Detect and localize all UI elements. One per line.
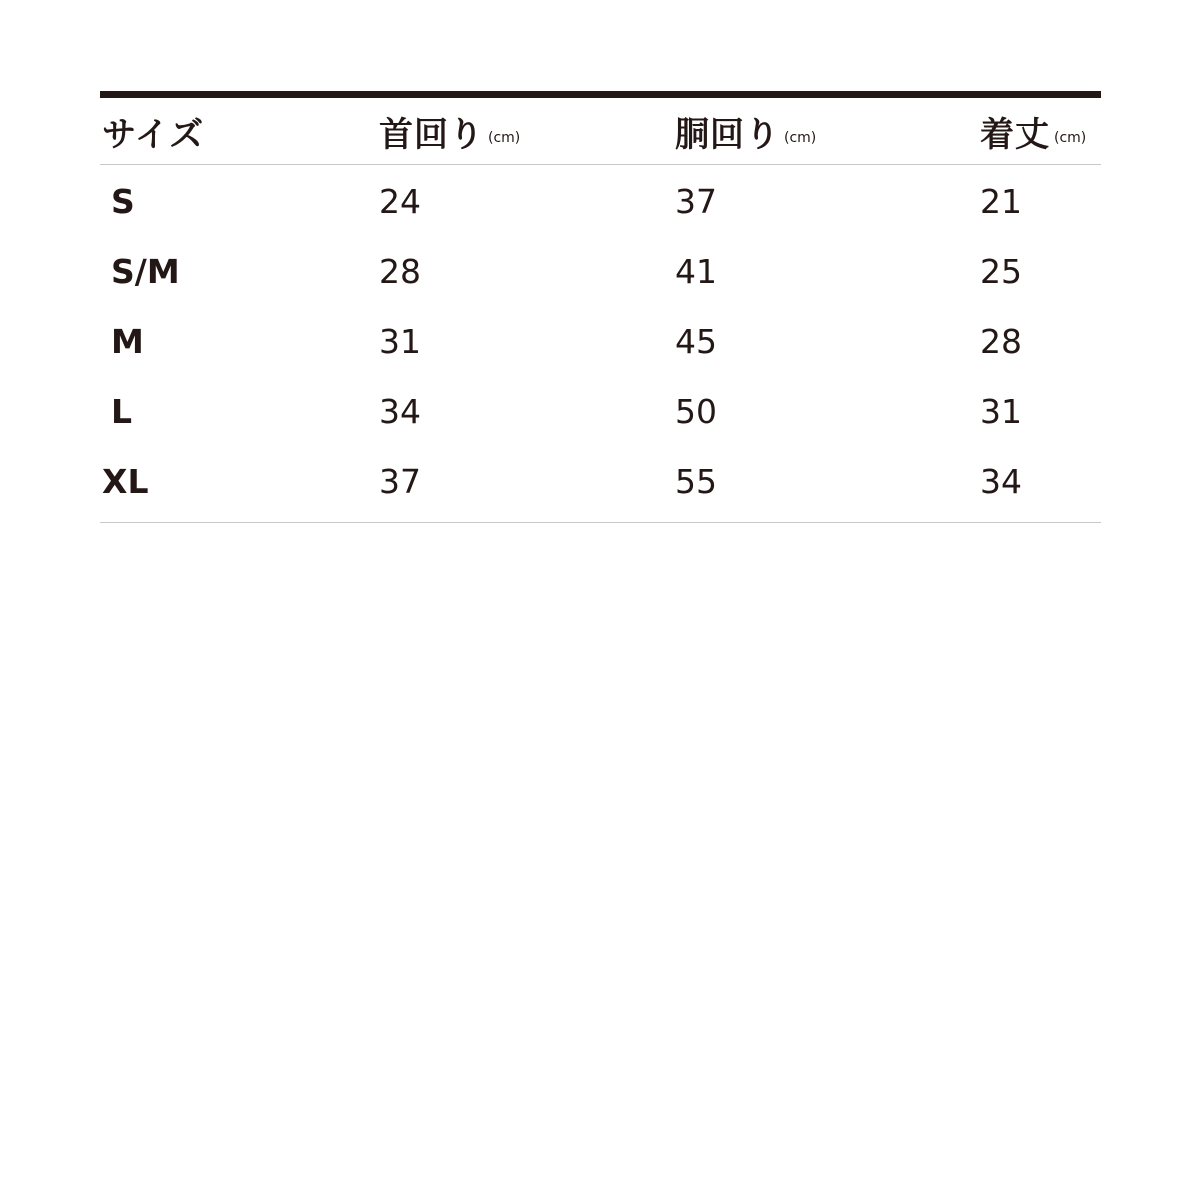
size-cell: L xyxy=(111,391,133,431)
header-neck-unit: (cm) xyxy=(488,130,521,146)
size-cell: XL xyxy=(102,461,149,501)
header-size xyxy=(102,98,204,164)
neck-cell: 28 xyxy=(379,251,421,291)
header-waist xyxy=(675,98,816,164)
header-neck-label: 首回り xyxy=(379,114,484,155)
neck-cell: 37 xyxy=(379,461,421,501)
header-waist-label: 胴回り xyxy=(675,114,780,155)
table-row xyxy=(100,306,1101,376)
table-row xyxy=(100,446,1101,516)
size-chart-table xyxy=(100,91,1101,523)
size-cell: M xyxy=(111,321,144,361)
table-row xyxy=(100,166,1101,236)
header-length-unit: (cm) xyxy=(1054,130,1087,146)
header-length-label: 着丈 xyxy=(980,114,1050,155)
length-cell: 25 xyxy=(980,251,1022,291)
table-row xyxy=(100,236,1101,306)
header-neck xyxy=(379,98,520,164)
length-cell: 31 xyxy=(980,391,1022,431)
header-size-label: サイズ xyxy=(102,114,205,155)
neck-cell: 31 xyxy=(379,321,421,361)
size-cell: S/M xyxy=(111,251,180,291)
length-cell: 21 xyxy=(980,181,1022,221)
length-cell: 28 xyxy=(980,321,1022,361)
size-cell: S xyxy=(111,181,135,221)
table-body xyxy=(100,165,1101,523)
neck-cell: 24 xyxy=(379,181,421,221)
table-header xyxy=(100,98,1101,165)
waist-cell: 55 xyxy=(675,461,717,501)
waist-cell: 37 xyxy=(675,181,717,221)
header-length xyxy=(980,98,1086,164)
waist-cell: 41 xyxy=(675,251,717,291)
neck-cell: 34 xyxy=(379,391,421,431)
table-row xyxy=(100,376,1101,446)
length-cell: 34 xyxy=(980,461,1022,501)
header-waist-unit: (cm) xyxy=(784,130,817,146)
waist-cell: 50 xyxy=(675,391,717,431)
waist-cell: 45 xyxy=(675,321,717,361)
top-rule xyxy=(100,91,1101,98)
